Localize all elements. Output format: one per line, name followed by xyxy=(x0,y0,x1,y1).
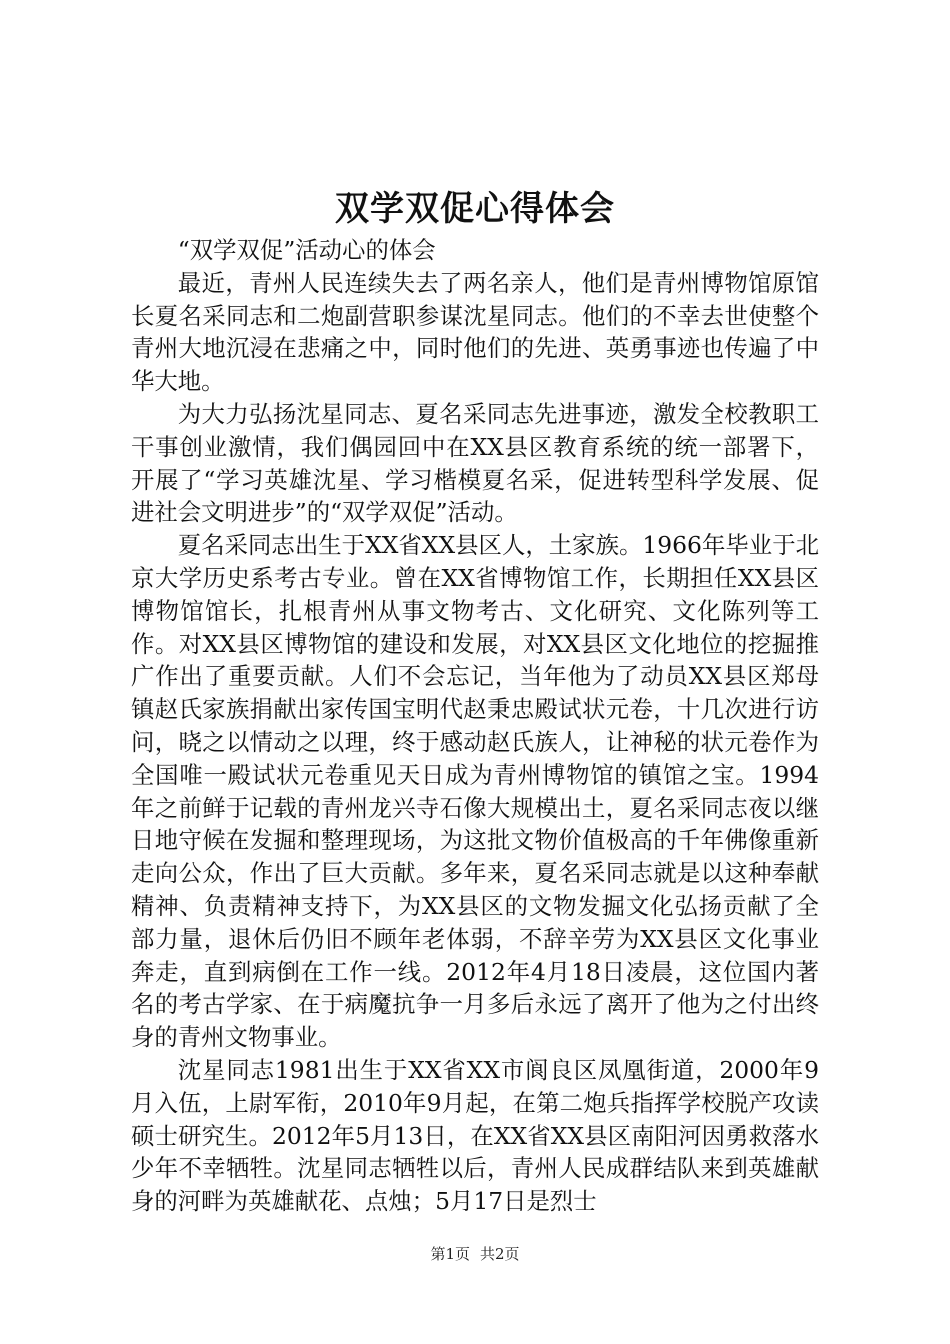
body-paragraph: 沈星同志1981出生于XX省XX市阆良区凤凰街道，2000年9月入伍，上尉军衔，2010年9月起，在第二炮兵指挥学校脱产攻读硕士研究生。2012年5月13日，在XX省XX县区南阳河因勇救落水少年不幸牺牲。沈星同志牺牲以后，青州人民成群结队来到英雄献身的河畔为英雄献花、点烛；5月17日是烈士 xyxy=(131,1055,819,1216)
body-paragraph: 夏名采同志出生于XX省XX县区人，土家族。1966年毕业于北京大学历史系考古专业。曾在XX省博物馆工作，长期担任XX县区博物馆馆长，扎根青州从事文物考古、文化研究、文化陈列等工作。对XX县区博物馆的建设和发展，对XX县区文化地位的挖掘推广作出了重要贡献。人们不会忘记，当年他为了动员XX县区郑母镇赵氏家族捐献出家传国宝明代赵秉忠殿试状元卷，十几次进行访问，晓之以情动之以理，终于感动赵氏族人，让神秘的状元卷作为全国唯一殿试状元卷重见天日成为青州博物馆的镇馆之宝。1994年之前鲜于记载的青州龙兴寺石像大规模出土，夏名采同志夜以继日地守候在发掘和整理现场，为这批文物价值极高的千年佛像重新走向公众，作出了巨大贡献。多年来，夏名采同志就是以这种奉献精神、负责精神支持下，为XX县区的文物发掘文化弘扬贡献了全部力量，退休后仍旧不顾年老体弱，不辞辛劳为XX县区文化事业奔走，直到病倒在工作一线。2012年4月18日凌晨，这位国内著名的考古学家、在于病魔抗争一月多后永远了离开了他为之付出终身的青州文物事业。 xyxy=(131,531,819,1052)
page-footer xyxy=(0,1244,950,1264)
body-paragraph: 最近，青州人民连续失去了两名亲人，他们是青州博物馆原馆长夏名采同志和二炮副营职参谋沈星同志。他们的不幸去世使整个青州大地沉浸在悲痛之中，同时他们的先进、英勇事迹也传遍了中华大地。 xyxy=(131,268,819,396)
subtitle-paragraph: “双学双促”活动心的体会 xyxy=(177,236,436,264)
page-total: 共2页 xyxy=(480,1245,520,1263)
document-body xyxy=(131,234,819,1218)
body-paragraph: 为大力弘扬沈星同志、夏名采同志先进事迹，激发全校教职工干事创业激情，我们偶园回中在XX县区教育系统的统一部署下，开展了“学习英雄沈星、学习楷模夏名采，促进转型科学发展、促进社会文明进步”的“双学双促”活动。 xyxy=(131,399,819,527)
page-number: 第1页 xyxy=(430,1245,470,1263)
document-title: 双学双促心得体会 xyxy=(335,189,615,229)
